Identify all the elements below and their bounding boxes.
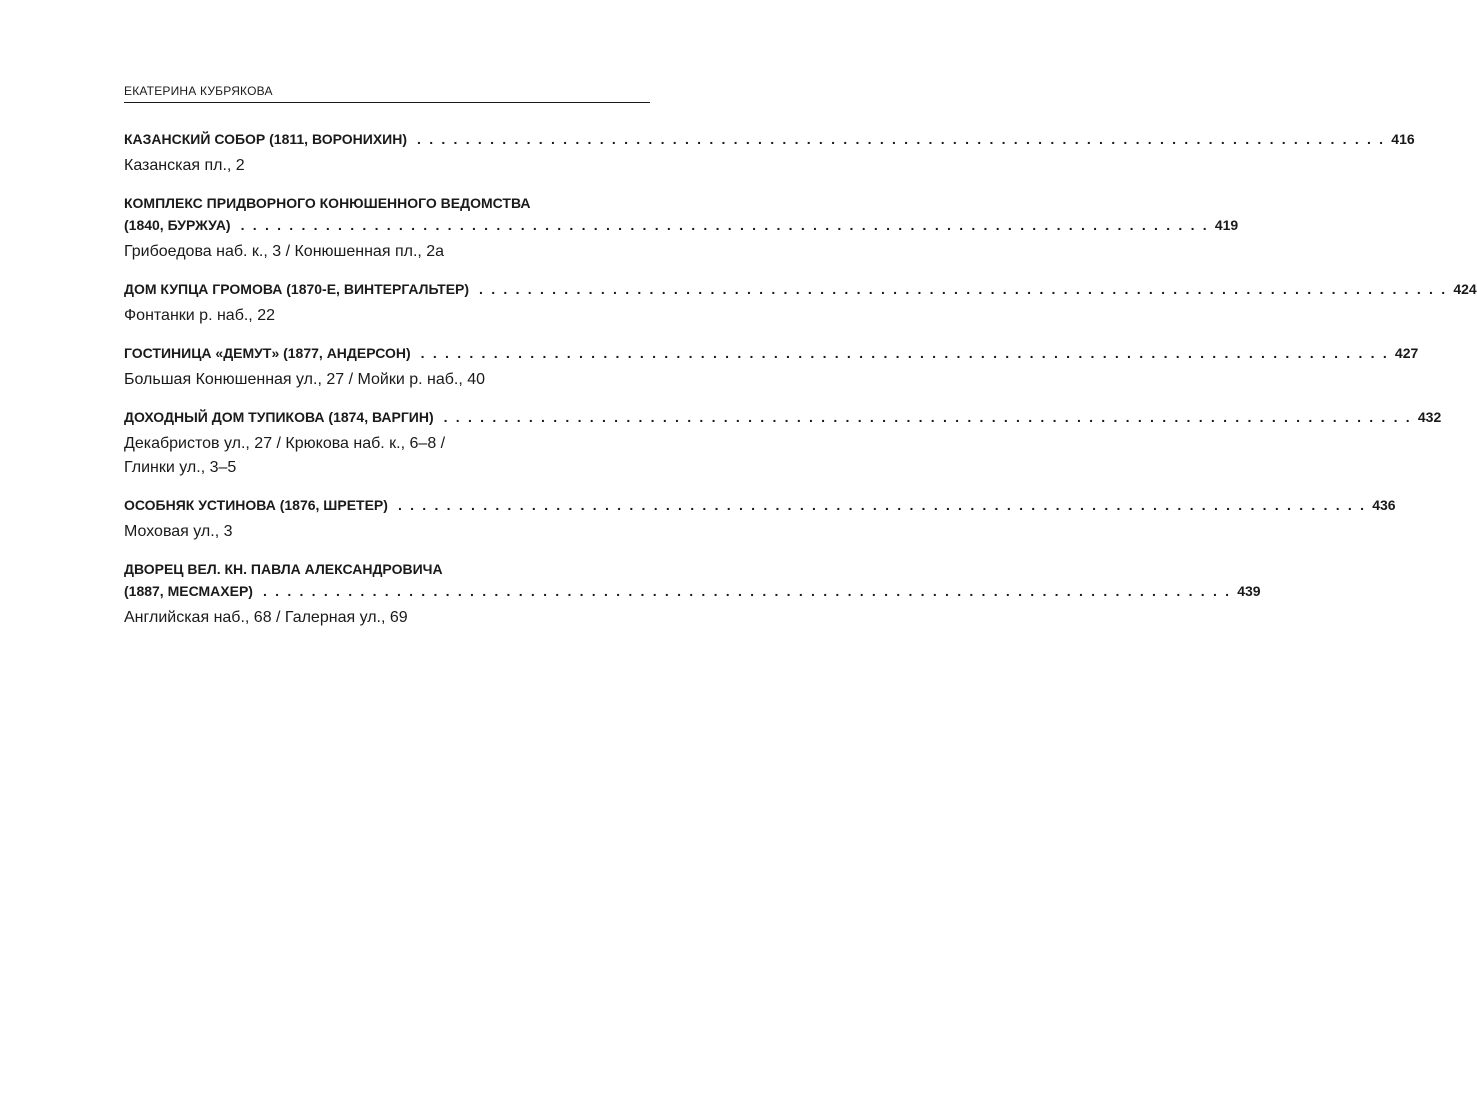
toc-entry	[124, 192, 1239, 264]
entry-address: Английская наб., 68 / Галерная ул., 69	[124, 609, 408, 626]
entry-title-first-line: ДВОРЕЦ ВЕЛ. КН. ПАВЛА АЛЕКСАНДРОВИЧА	[124, 561, 443, 577]
entry-title-first-line: КОМПЛЕКС ПРИДВОРНОГО КОНЮШЕННОГО ВЕДОМСТВА	[124, 195, 531, 211]
entry-title: ОСОБНЯК УСТИНОВА (1876, ШРЕТЕР)	[124, 497, 388, 513]
leader-dots: . . . . . . . . . . . . . . . . . . . . . . . . . . . . . . . . . . . . . . . . . . . . . . . . . . . . . . . . . . . . . . . . . . . . . . . . . . . . . . . .	[417, 131, 1386, 147]
entry-page-number: 432	[1417, 409, 1442, 425]
entry-title-line	[124, 342, 1419, 364]
leader-dots: . . . . . . . . . . . . . . . . . . . . . . . . . . . . . . . . . . . . . . . . . . . . . . . . . . . . . . . . . . . . . . . . . . . . . . . . . . . . . . . .	[420, 345, 1389, 361]
entry-title-line	[124, 214, 1239, 236]
entry-title-line	[124, 494, 1396, 516]
entry-title: ДОХОДНЫЙ ДОМ ТУПИКОВА (1874, ВАРГИН)	[124, 409, 434, 425]
running-head: ЕКАТЕРИНА КУБРЯКОВА	[124, 84, 273, 98]
table-of-contents	[124, 128, 1477, 630]
toc-entry	[124, 558, 1261, 630]
entry-page-number: 416	[1391, 131, 1415, 147]
entry-title: ДОМ КУПЦА ГРОМОВА (1870-Е, ВИНТЕРГАЛЬТЕР)	[124, 281, 470, 297]
toc-entry	[124, 342, 1419, 392]
entry-address: Декабристов ул., 27 / Крюкова наб. к., 6–8 /	[124, 435, 446, 452]
entry-address: Моховая ул., 3	[124, 523, 233, 540]
toc-entry	[124, 406, 1442, 480]
leader-dots: . . . . . . . . . . . . . . . . . . . . . . . . . . . . . . . . . . . . . . . . . . . . . . . . . . . . . . . . . . . . . . . . . . . . . . . . . . . . . . . .	[262, 583, 1232, 599]
entry-title: (1840, БУРЖУА)	[124, 217, 231, 233]
entry-title: (1887, МЕСМАХЕР)	[124, 583, 253, 599]
entry-title-line	[124, 406, 1442, 428]
entry-title: КАЗАНСКИЙ СОБОР (1811, ВОРОНИХИН)	[124, 131, 408, 147]
entry-address: Грибоедова наб. к., 3 / Конюшенная пл., 2а	[124, 243, 445, 260]
leader-dots: . . . . . . . . . . . . . . . . . . . . . . . . . . . . . . . . . . . . . . . . . . . . . . . . . . . . . . . . . . . . . . . . . . . . . . . . . . . . . . . .	[479, 281, 1448, 297]
toc-entry	[124, 494, 1396, 544]
entry-address-continued: Глинки ул., 3–5	[124, 459, 237, 476]
entry-page-number: 427	[1394, 345, 1419, 361]
entry-page-number: 424	[1453, 281, 1477, 297]
header-rule	[124, 102, 650, 103]
leader-dots: . . . . . . . . . . . . . . . . . . . . . . . . . . . . . . . . . . . . . . . . . . . . . . . . . . . . . . . . . . . . . . . . . . . . . . . . . . . . . . . .	[240, 217, 1209, 233]
entry-title-line	[124, 580, 1261, 602]
entry-address: Фонтанки р. наб., 22	[124, 307, 275, 324]
entry-title: ГОСТИНИЦА «ДЕМУТ» (1877, АНДЕРСОН)	[124, 345, 411, 361]
entry-page-number: 439	[1237, 583, 1261, 599]
entry-page-number: 436	[1372, 497, 1396, 513]
leader-dots: . . . . . . . . . . . . . . . . . . . . . . . . . . . . . . . . . . . . . . . . . . . . . . . . . . . . . . . . . . . . . . . . . . . . . . . . . . . . . . . .	[397, 497, 1367, 513]
entry-address: Казанская пл., 2	[124, 157, 245, 174]
entry-page-number: 419	[1214, 217, 1239, 233]
leader-dots: . . . . . . . . . . . . . . . . . . . . . . . . . . . . . . . . . . . . . . . . . . . . . . . . . . . . . . . . . . . . . . . . . . . . . . . . . . . . . . . .	[443, 409, 1412, 425]
toc-entry	[124, 278, 1477, 328]
entry-title-line	[124, 278, 1477, 300]
entry-title-line	[124, 128, 1415, 150]
entry-address: Большая Конюшенная ул., 27 / Мойки р. наб., 40	[124, 371, 486, 388]
toc-entry	[124, 128, 1415, 178]
